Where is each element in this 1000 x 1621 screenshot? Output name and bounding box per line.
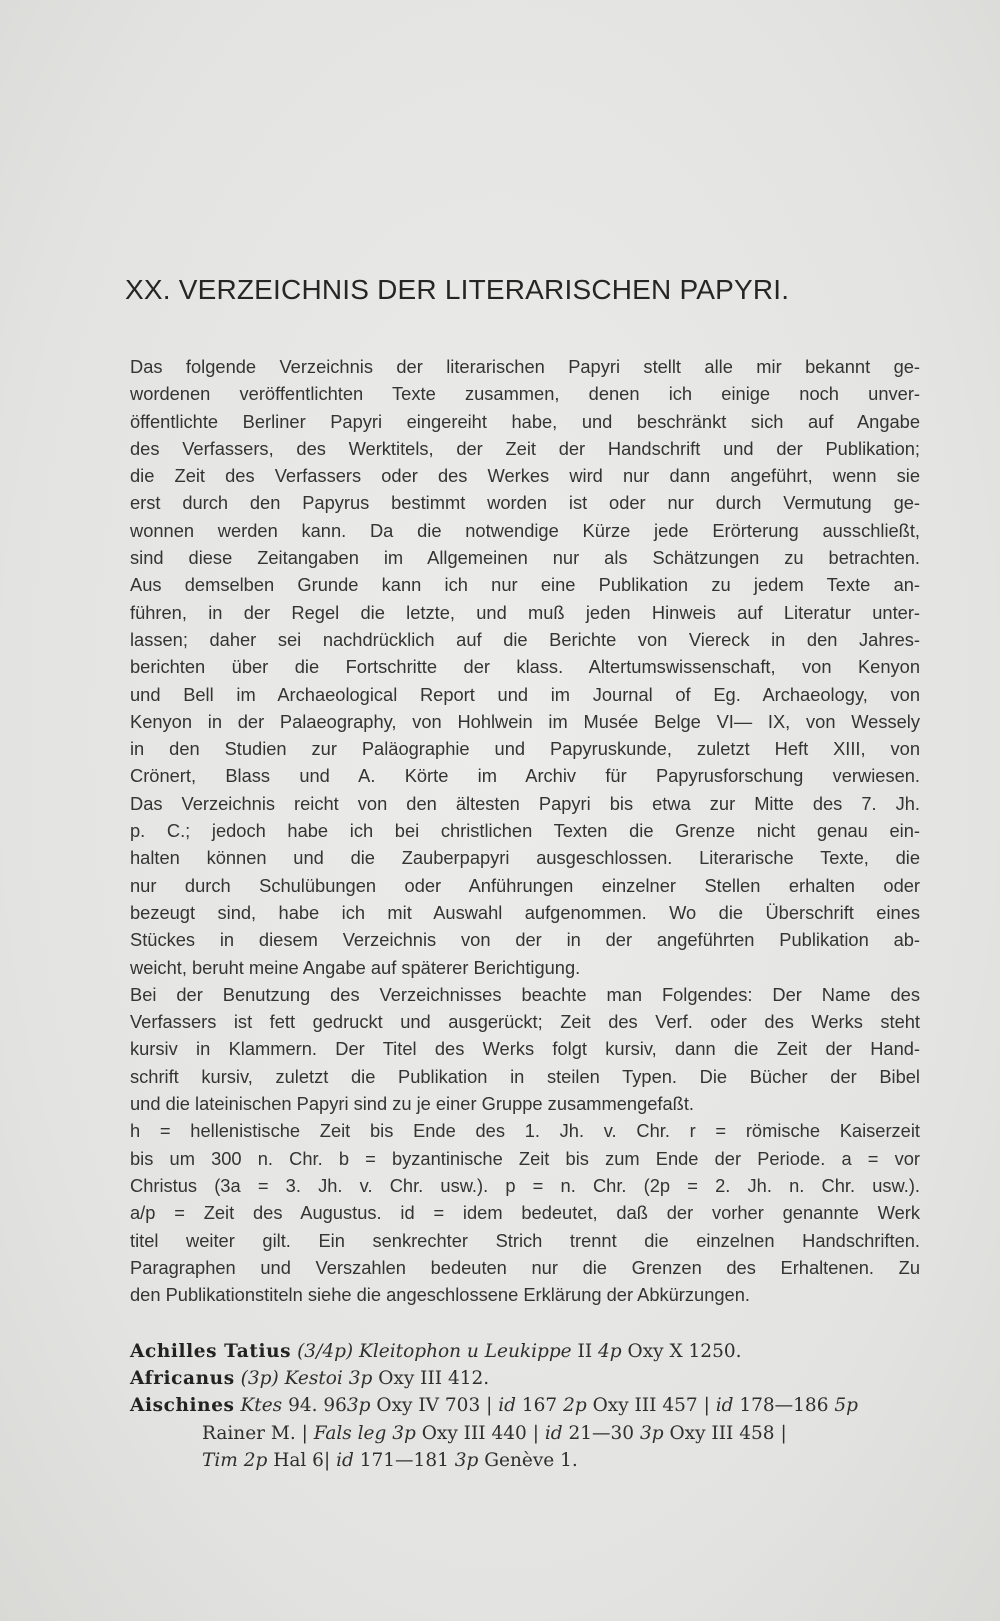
manuscript-time: 3p [639, 1422, 664, 1444]
text-line: Crönert, Blass und A. Körte im Archiv für Papyrusforschung verwiesen. [130, 765, 920, 787]
text-line: kursiv in Klammern. Der Titel des Werks folgt kursiv, dann die Zeit der Hand- [130, 1038, 920, 1060]
text-line: lassen; daher sei nachdrücklich auf die Berichte von Viereck in den Jahres- [130, 628, 920, 650]
entry-africanus [130, 1365, 930, 1392]
text-line: öffentlichte Berliner Papyri eingereiht habe, und beschränkt sich auf Angabe [130, 410, 920, 432]
text-line: und Bell im Archaeological Report und im Journal of Eg. Archaeology, von [130, 683, 920, 705]
text-line: wonnen werden kann. Da die notwendige Kürze jede Erörterung ausschließt, [130, 519, 920, 541]
text-line: Christus (3a = 3. Jh. v. Chr. usw.). p = n. Chr. (2p = 2. Jh. n. Chr. usw.). [130, 1174, 920, 1196]
author-name: Achilles Tatius [130, 1341, 292, 1362]
text-line: berichten über die Fortschritte der klass. Altertumswissenschaft, von Kenyon [130, 656, 920, 678]
text-line: titel weiter gilt. Ein senkrechter Strich trennt die einzelnen Handschriften. [130, 1229, 920, 1251]
introduction-text [130, 353, 920, 1308]
text-line: und die lateinischen Papyri sind zu je einer Gruppe zusammengefaßt. [130, 1093, 694, 1115]
text-line: den Publikationstiteln siehe die angeschlossene Erklärung der Abkürzungen. [130, 1284, 750, 1306]
work-title: Kestoi [284, 1368, 343, 1390]
text-line: Paragraphen und Verszahlen bedeuten nur die Grenzen des Erhaltenen. Zu [130, 1256, 920, 1278]
work-title: Ktes [240, 1395, 283, 1417]
text-line: a/p = Zeit des Augustus. id = idem bedeutet, daß der vorher genannte Werk [130, 1202, 920, 1224]
manuscript-time: 3p [346, 1395, 371, 1417]
work-title: id [715, 1395, 734, 1417]
separator: | [532, 1422, 539, 1444]
entry-aischines-continued [130, 1447, 930, 1474]
author-name: Aischines [130, 1395, 235, 1417]
text-line: p. C.; jedoch habe ich bei christlichen Texten die Grenze nicht genau ein- [130, 820, 920, 842]
text-line: die Zeit des Verfassers oder des Werkes wird nur dann angeführt, wenn sie [130, 465, 920, 487]
author-date: (3p) [240, 1368, 279, 1390]
separator: | [486, 1395, 493, 1417]
publication: Oxy III 412. [378, 1368, 490, 1390]
manuscript-time: 2p [563, 1395, 587, 1417]
passage-range: 178—186 [739, 1395, 829, 1417]
text-line: Stückes in diesem Verzeichnis von der in der angeführten Publikation ab- [130, 929, 920, 951]
manuscript-time: 2p [243, 1449, 268, 1471]
separator: | [323, 1449, 331, 1471]
text-line: Bei der Benutzung des Verzeichnisses beachte man Folgendes: Der Name des [130, 983, 920, 1005]
text-line: halten können und die Zauberpapyri ausgeschlossen. Literarische Texte, die [130, 847, 920, 869]
papyri-entries [130, 1338, 930, 1474]
publication: Oxy III 440 [421, 1422, 527, 1444]
text-line: erst durch den Papyrus bestimmt worden ist oder nur durch Vermutung ge- [130, 492, 920, 514]
text-line: bis um 300 n. Chr. b = byzantinische Zeit bis zum Ende der Periode. a = vor [130, 1147, 920, 1169]
work-title: id [544, 1422, 563, 1444]
author-name: Africanus [130, 1368, 235, 1390]
manuscript-time: 4p [598, 1341, 622, 1362]
publication: Oxy X 1250. [627, 1341, 742, 1362]
text-line: wordenen veröffentlichten Texte zusammen, denen ich einige noch unver- [130, 383, 920, 405]
page-title: XX. VERZEICHNIS DER LITERARISCHEN PAPYRI. [125, 274, 790, 305]
work-title: Tim [202, 1449, 238, 1471]
manuscript-time: 5p [834, 1395, 858, 1417]
text-line: Aus demselben Grunde kann ich nur eine Publikation zu jedem Texte an- [130, 574, 920, 596]
entry-aischines [130, 1392, 930, 1419]
work-title: id [336, 1449, 354, 1471]
publication: Oxy IV 703 [376, 1395, 481, 1417]
separator: | [780, 1422, 787, 1444]
text-line: Das Verzeichnis reicht von den ältesten Papyri bis etwa zur Mitte des 7. Jh. [130, 792, 920, 814]
entry-aischines-continued [130, 1420, 930, 1447]
text-line: Das folgende Verzeichnis der literarischen Papyri stellt alle mir bekannt ge- [130, 356, 920, 377]
author-date: (3/4p) [297, 1341, 354, 1362]
manuscript-time: 3p [392, 1422, 416, 1444]
text-line: schrift kursiv, zuletzt die Publikation in steilen Typen. Die Bücher der Bibel [130, 1065, 920, 1087]
book-number: II [577, 1341, 593, 1362]
work-title: Fals leg [313, 1422, 387, 1444]
text-line: bezeugt sind, habe ich mit Auswahl aufgenommen. Wo die Überschrift eines [130, 901, 920, 923]
passage-range: 94. 96 [288, 1395, 347, 1417]
publication: Hal 6 [273, 1449, 324, 1471]
text-line: nur durch Schulübungen oder Anführungen einzelner Stellen erhalten oder [130, 874, 920, 896]
separator: | [703, 1395, 710, 1417]
entry-achilles-tatius [130, 1338, 930, 1365]
manuscript-time: 3p [454, 1449, 479, 1471]
text-line: weicht, beruht meine Angabe auf späterer Berichtigung. [130, 956, 581, 978]
work-title: Kleitophon u Leukippe [359, 1341, 572, 1362]
text-line: sind diese Zeitangaben im Allgemeinen nur als Schätzungen zu betrachten. [130, 547, 920, 569]
publication: Oxy III 458 [669, 1422, 775, 1444]
publication: Genève 1. [484, 1449, 578, 1471]
work-title: id [498, 1395, 516, 1417]
passage-range: 171—181 [359, 1449, 449, 1471]
manuscript-time: 3p [348, 1368, 373, 1390]
separator: | [301, 1422, 308, 1444]
passage-range: 21—30 [568, 1422, 635, 1444]
text-line: Verfassers ist fett gedruckt und ausgerückt; Zeit des Verf. oder des Werks steht [130, 1011, 920, 1033]
passage-range: 167 [521, 1395, 558, 1417]
publication: Oxy III 457 [592, 1395, 698, 1417]
text-line: in den Studien zur Paläographie und Papyruskunde, zuletzt Heft XIII, von [130, 738, 920, 760]
text-line: des Verfassers, des Werktitels, der Zeit der Handschrift und der Publikation; [130, 437, 920, 459]
text-line: Kenyon in der Palaeography, von Hohlwein im Musée Belge VI— IX, von Wessely [130, 710, 920, 732]
text-line: h = hellenistische Zeit bis Ende des 1. Jh. v. Chr. r = römische Kaiserzeit [130, 1120, 920, 1142]
text-line: führen, in der Regel die letzte, und muß jeden Hinweis auf Literatur unter- [130, 601, 920, 623]
publication: Rainer M. [202, 1422, 296, 1444]
